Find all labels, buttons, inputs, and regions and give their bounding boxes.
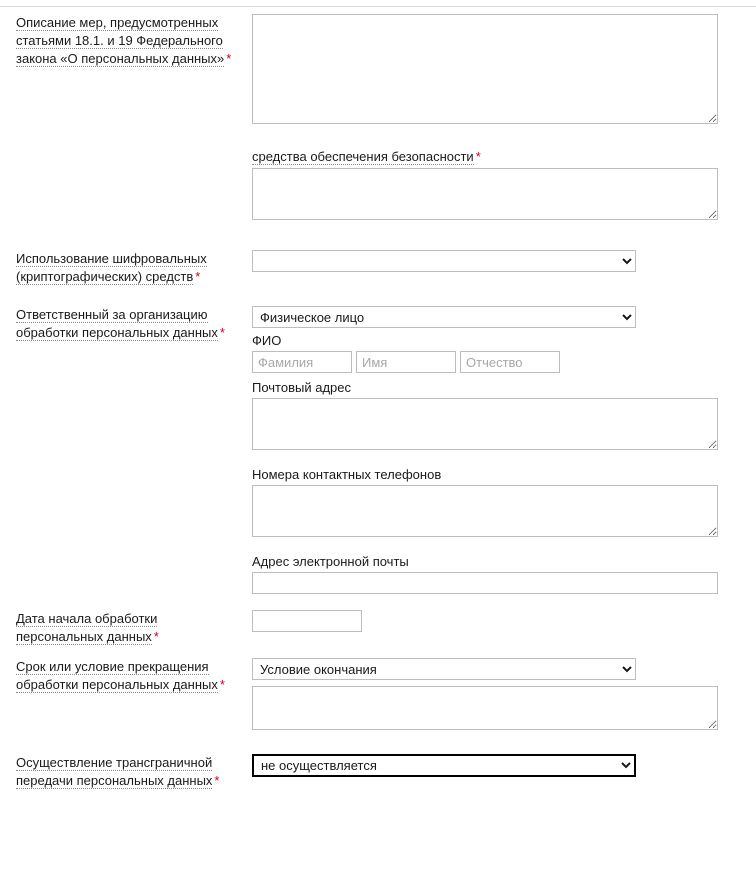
form-row-processing-termination — [0, 658, 756, 730]
required-marker: * — [195, 269, 201, 284]
form-row-security-means — [0, 148, 756, 220]
crypto-use-select[interactable] — [252, 250, 636, 272]
email-label: Адрес электронной почты — [252, 554, 409, 569]
form-row-responsible-person — [0, 306, 756, 594]
security-means-textarea[interactable] — [252, 168, 718, 220]
required-marker: * — [219, 677, 225, 692]
contact-phones-label: Номера контактных телефонов — [252, 467, 442, 482]
label-responsible-person — [0, 306, 252, 342]
required-marker: * — [226, 51, 232, 66]
field-responsible-person — [252, 306, 756, 594]
required-marker: * — [214, 773, 220, 788]
processing-termination-textarea[interactable] — [252, 686, 718, 730]
label-measures-description — [0, 14, 252, 68]
label-text: Описание мер, предусмотренных статьями 18.1. и 19 Федерального закона «О персональных данных» — [16, 15, 225, 66]
security-means-label-text: средства обеспечения безопасности — [252, 149, 474, 164]
postal-address-textarea[interactable] — [252, 398, 718, 450]
field-cross-border-transfer — [252, 754, 756, 777]
required-marker: * — [219, 325, 225, 340]
measures-description-textarea[interactable] — [252, 14, 718, 124]
form-row-measures-description — [0, 14, 756, 124]
contact-phones-textarea[interactable] — [252, 485, 718, 537]
field-measures-description — [252, 14, 756, 124]
processing-start-date-input[interactable] — [252, 610, 362, 632]
processing-termination-select[interactable] — [252, 658, 636, 680]
label-text: Ответственный за организацию обработки персональных данных — [16, 307, 218, 340]
field-crypto-use — [252, 250, 756, 272]
email-input[interactable] — [252, 572, 718, 594]
field-processing-start-date — [252, 610, 756, 632]
label-text: Использование шифровальных (криптографических) средств — [16, 251, 207, 284]
required-marker: * — [153, 629, 159, 644]
form-row-processing-start-date — [0, 610, 756, 646]
required-marker: * — [475, 149, 481, 164]
fio-label: ФИО — [252, 333, 282, 348]
security-means-sublabel — [252, 148, 740, 166]
form-row-cross-border-transfer — [0, 754, 756, 790]
field-security-means — [252, 148, 756, 220]
label-crypto-use — [0, 250, 252, 286]
form-row-crypto-use — [0, 250, 756, 286]
label-cross-border-transfer — [0, 754, 252, 790]
patronymic-input[interactable] — [460, 351, 560, 373]
responsible-person-type-select[interactable] — [252, 306, 636, 328]
label-processing-termination — [0, 658, 252, 694]
fio-inputs-row — [252, 351, 740, 373]
name-input[interactable] — [356, 351, 456, 373]
surname-input[interactable] — [252, 351, 352, 373]
field-processing-termination — [252, 658, 756, 730]
postal-address-label: Почтовый адрес — [252, 380, 351, 395]
label-processing-start-date — [0, 610, 252, 646]
cross-border-transfer-select[interactable] — [252, 754, 636, 777]
top-divider — [0, 6, 756, 7]
label-text: Дата начала обработки персональных данных — [16, 611, 158, 644]
label-text: Срок или условие прекращения обработки персональных данных — [16, 659, 218, 692]
label-text: Осуществление трансграничной передачи персональных данных — [16, 755, 213, 788]
personal-data-registration-form — [0, 14, 756, 790]
